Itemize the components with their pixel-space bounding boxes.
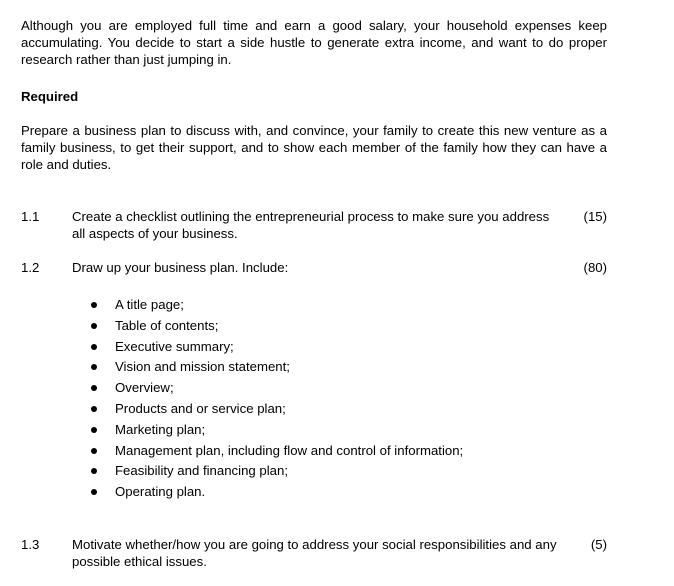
list-item: Executive summary; — [90, 337, 463, 358]
list-item: Products and or service plan; — [90, 399, 463, 420]
question-text: Motivate whether/how you are going to address your social responsibilities and any possible ethical issues. — [72, 537, 557, 569]
question-number: 1.1 — [21, 209, 40, 224]
question-text: Draw up your business plan. Include: — [72, 260, 289, 275]
business-plan-bullet-list — [90, 295, 463, 503]
list-item: Marketing plan; — [90, 420, 463, 441]
bullet-icon — [91, 468, 97, 474]
list-item: Table of contents; — [90, 316, 463, 337]
bullet-icon — [91, 427, 97, 433]
bullet-icon — [91, 385, 97, 391]
bullet-icon — [91, 302, 97, 308]
task-paragraph: Prepare a business plan to discuss with, and convince, your family to create this new venture as a family business, to get their support, and to show each member of the family how they can have a role and duties. — [21, 123, 607, 172]
list-item: Operating plan. — [90, 482, 463, 503]
bullet-icon — [91, 344, 97, 350]
question-marks: (80) — [583, 260, 607, 275]
list-item: Vision and mission statement; — [90, 357, 463, 378]
question-number: 1.2 — [21, 260, 40, 275]
required-heading: Required — [21, 89, 79, 104]
bullet-icon — [91, 448, 97, 454]
bullet-icon — [91, 364, 97, 370]
bullet-icon — [91, 323, 97, 329]
question-marks: (15) — [583, 209, 607, 224]
bullet-icon — [91, 406, 97, 412]
list-item: Management plan, including flow and control of information; — [90, 441, 463, 462]
intro-paragraph: Although you are employed full time and earn a good salary, your household expenses keep accumulating. You decide to start a side hustle to generate extra income, and want to do proper research rather than just jumping in. — [21, 18, 607, 67]
bullet-icon — [91, 489, 97, 495]
list-item: A title page; — [90, 295, 463, 316]
question-text: Create a checklist outlining the entrepreneurial process to make sure you address all aspects of your business. — [72, 209, 550, 241]
list-item: Overview; — [90, 378, 463, 399]
question-number: 1.3 — [21, 537, 40, 552]
question-marks: (5) — [590, 537, 607, 552]
list-item: Feasibility and financing plan; — [90, 461, 463, 482]
